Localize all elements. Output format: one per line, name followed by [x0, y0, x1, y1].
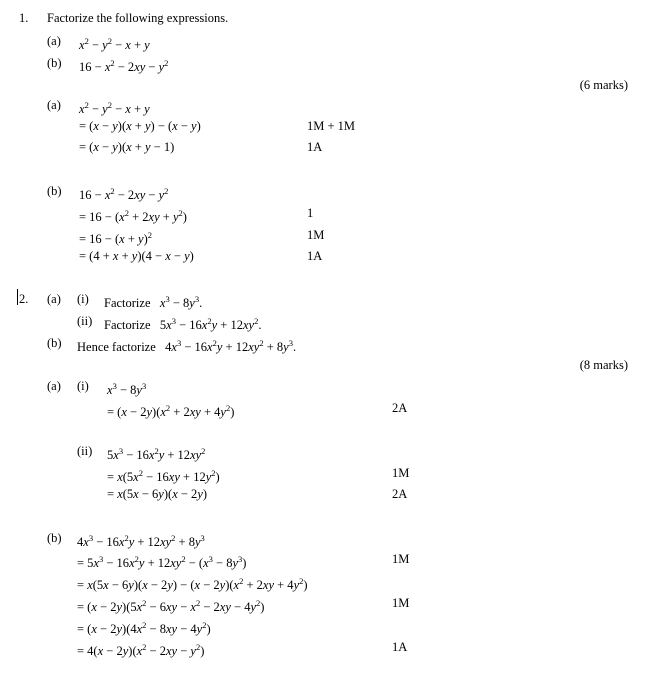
q1-sol-b-line3: = $16 - (x + y)^2$	[79, 230, 152, 246]
q2-sol-a-ii-line3-mark: 2A	[392, 487, 408, 501]
q1-sol-a-line1: $x^2 - y^2 - x + y$	[79, 100, 150, 116]
q2-sol-a-ii-line2-mark: 1M	[392, 466, 410, 480]
q1-sol-b-line4-mark: 1A	[307, 249, 323, 263]
q2-sol-a-label: (a)	[47, 379, 61, 393]
q2-number: 2.	[19, 292, 29, 306]
q1-sol-b-label: (b)	[47, 184, 62, 198]
q2-part-b-text: Hence factorize $4x^3 - 16x^2y + 12xy^2 + 8y^3$.	[77, 338, 297, 354]
q2-sol-a-ii-line3: = x(5x − 6y)(x − 2y)	[107, 487, 208, 501]
q2-marks: (8 marks)	[579, 358, 628, 372]
q1-part-a-expression: $x^2 - y^2 - x + y$	[79, 36, 150, 52]
q2-sol-b-line2: = $5x^3 - 16x^2y + 12xy^2 - (x^3 - 8y^3)$	[77, 554, 247, 570]
q1-sol-a-line3: = (x − y)(x + y − 1)	[79, 140, 175, 154]
q1-sol-b-line1: $16 - x^2 - 2xy - y^2$	[79, 186, 169, 202]
q2-sol-a-i-line1: $x^3 - 8y^3$	[107, 381, 147, 397]
q1-part-b-expression: $16 - x^2 - 2xy - y^2$	[79, 58, 169, 74]
q2-sol-a-i-line2: = $(x - 2y)(x^2 + 2xy + 4y^2)$	[107, 403, 235, 419]
q2-sol-b-line2-mark: 1M	[392, 552, 410, 566]
q1-part-b-label: (b)	[47, 56, 62, 70]
q2-sol-b-line4: = $(x - 2y)(5x^2 - 6xy - x^2 - 2xy - 4y^2)$	[77, 598, 265, 614]
q1-sol-b-line4: = (4 + x + y)(4 − x − y)	[79, 249, 194, 263]
q2-sol-a-ii-line1: $5x^3 - 16x^2y + 12xy^2$	[107, 446, 206, 462]
q1-sol-a-line2: = (x − y)(x + y) − (x − y)	[79, 119, 201, 133]
text-cursor	[17, 289, 18, 305]
q1-marks: (6 marks)	[579, 78, 628, 92]
q2-part-a-ii-text: Factorize $5x^3 - 16x^2y + 12xy^2$.	[104, 316, 262, 332]
q2-sol-a-i-line2-mark: 2A	[392, 401, 408, 415]
q2-sol-b-label: (b)	[47, 531, 62, 545]
q2-sol-a-ii-label: (ii)	[77, 444, 93, 458]
q1-sol-b-line2-mark: 1	[307, 206, 314, 220]
q1-prompt: Factorize the following expressions.	[47, 11, 229, 25]
q2-sol-b-line4-mark: 1M	[392, 596, 410, 610]
q2-sol-b-line1: $4x^3 - 16x^2y + 12xy^2 + 8y^3$	[77, 533, 205, 549]
q2-part-a-i-text: Factorize $x^3 - 8y^3$.	[104, 294, 203, 310]
q1-sol-b-line3-mark: 1M	[307, 228, 325, 242]
q1-sol-b-line2: = $16 - (x^2 + 2xy + y^2)$	[79, 208, 187, 224]
q1-part-a-label: (a)	[47, 34, 61, 48]
q2-sol-a-ii-line2: = $x(5x^2 - 16xy + 12y^2)$	[107, 468, 220, 484]
q1-number: 1.	[19, 11, 29, 25]
q2-part-a-ii-label: (ii)	[77, 314, 93, 328]
q2-sol-b-line3: = $x(5x - 6y)(x - 2y) - (x - 2y)(x^2 + 2xy + 4y^2)$	[77, 576, 308, 592]
q2-sol-b-line5: = $(x - 2y)(4x^2 - 8xy - 4y^2)$	[77, 620, 211, 636]
q2-sol-a-i-label: (i)	[77, 379, 89, 393]
q2-part-a-i-label: (i)	[77, 292, 89, 306]
q1-sol-a-line2-mark: 1M + 1M	[307, 119, 356, 133]
q2-part-b-label: (b)	[47, 336, 62, 350]
q2-sol-b-line6-mark: 1A	[392, 640, 408, 654]
q1-sol-a-label: (a)	[47, 98, 61, 112]
q2-sol-b-line6: = $4(x - 2y)(x^2 - 2xy - y^2)$	[77, 642, 205, 658]
q1-sol-a-line3-mark: 1A	[307, 140, 323, 154]
q2-part-a-label: (a)	[47, 292, 61, 306]
